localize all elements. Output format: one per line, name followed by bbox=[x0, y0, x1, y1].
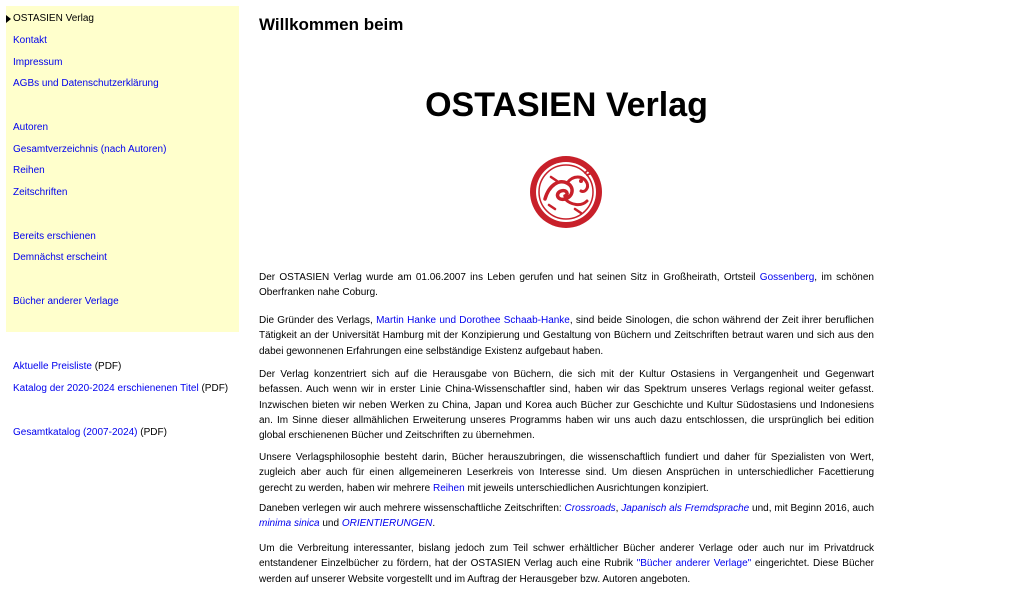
gossenberg-link[interactable]: Gossenberg bbox=[759, 272, 815, 283]
reihen-link[interactable]: Reihen bbox=[432, 482, 465, 494]
crossroads-link[interactable]: Crossroads bbox=[564, 503, 616, 514]
pdf-label: (PDF) bbox=[198, 383, 229, 394]
katalog-link[interactable]: Katalog der 2020-2024 erschienenen Titel bbox=[13, 383, 199, 394]
minima-sinica-link[interactable]: minima sinica bbox=[259, 518, 320, 530]
sidebar-item-impressum[interactable]: Impressum bbox=[13, 57, 63, 68]
welcome-heading: Willkommen beim bbox=[259, 15, 404, 34]
sidebar-item-demnaechst[interactable]: Demnächst erscheint bbox=[13, 252, 107, 263]
japanisch-link[interactable]: Japanisch als Fremdsprache bbox=[621, 503, 750, 514]
preisliste-link[interactable]: Aktuelle Preisliste bbox=[13, 361, 92, 372]
founders-link[interactable]: Martin Hanke und Dorothee Schaab-Hanke bbox=[376, 315, 570, 326]
founders-paragraph: Die Gründer des Verlags, Martin Hanke und Dorothee Schaab-Hanke, sind beide Sinologen, die schon während der Zeit ihrer beruflichen Tätigkeit an der Universität Hamburg mit der Konzipierung und Gestaltung von Büchern und Zeitschriften betraut waren und sich aus den dabei gewonnenen Erfahrungen eine selbständige Existenz aufgebaut haben. bbox=[259, 315, 874, 357]
intro-paragraph: Der OSTASIEN Verlag wurde am 01.06.2007 ins Leben gerufen und hat seinen Sitz in Großheirath, Ortsteil Gossenberg, im schönen Oberfranken nahe Coburg. bbox=[259, 272, 874, 299]
sidebar-item-bereits-erschienen[interactable]: Bereits erschienen bbox=[13, 231, 96, 242]
page-title: OSTASIEN Verlag bbox=[425, 86, 708, 124]
sidebar-item-zeitschriften[interactable]: Zeitschriften bbox=[13, 187, 68, 198]
sidebar-item-autoren[interactable]: Autoren bbox=[13, 122, 49, 133]
caret-right-icon bbox=[6, 15, 11, 23]
sidebar-item-buecher-anderer-verlage[interactable]: Bücher anderer Verlage bbox=[13, 296, 119, 307]
sidebar-item-agbs[interactable]: AGBs und Datenschutzerklärung bbox=[13, 78, 159, 89]
journals-paragraph: Daneben verlegen wir auch mehrere wissenschaftliche Zeitschriften: Crossroads, Japanisch als Fremdsprache und, mit Beginn 2016, auch minima sinica und ORIENTIERUNGEN. bbox=[259, 503, 875, 530]
download-katalog bbox=[13, 382, 228, 395]
other-publishers-paragraph: Um die Verbreitung interessanter, bislang jedoch zum Teil schwer erhältlicher Bücher anderer Verlage oder auch nur im Privatdruck entstandener Einzelbücher zu fördern, hat der OSTASIEN Verlag auch eine Rubrik "Bücher anderer Verlage" eingerichtet. Diese Bücher werden auf unserer Website vorgestellt und im Auftrag der Herausgeber bzw. Autoren angeboten. bbox=[259, 543, 874, 585]
download-gesamtkatalog bbox=[13, 426, 167, 439]
sidebar-item-kontakt[interactable]: Kontakt bbox=[13, 35, 47, 46]
focus-paragraph: Der Verlag konzentriert sich auf die Herausgabe von Büchern, die sich mit der Kultur Ostasiens in Vergangenheit und Gegenwart befassen. Auch wenn wir in erster Linie China-Wissenschaftler sind, haben wir das Spektrum unseres Verlags regional weiter gefasst. Inzwischen bieten wir neben Werken zu China, Japan und Korea auch Bücher zur Geschichte und Kultur Südostasiens und Indonesiens an. Im Sinne dieser allmählichen Erweiterung unseres Programms haben wir uns auch dazu entschlossen, die ursprünglich bei edition global erschienenen Bücher und Zeitschriften zu übernehmen. bbox=[259, 369, 874, 442]
pdf-label: (PDF) bbox=[91, 361, 122, 372]
gesamtkatalog-link[interactable]: Gesamtkatalog (2007-2024) bbox=[13, 427, 138, 438]
download-preisliste bbox=[13, 360, 121, 373]
dragon-seal-logo bbox=[529, 155, 603, 229]
other-publishers-link[interactable]: "Bücher anderer Verlage" bbox=[636, 558, 752, 570]
pdf-label: (PDF) bbox=[137, 427, 167, 438]
philosophy-paragraph: Unsere Verlagsphilosophie besteht darin, Bücher herauszubringen, die wissenschaftlich fundiert und daher für Spezialisten von Wert, zugleich aber auch für einen allgemeineren Leserkreis von Interesse sind. Um diesen Ansprüchen in unterschiedlicher Facettierung gerecht zu werden, haben wir mehrere Reihen mit jeweils unterschiedlichen Ausrichtungen konzipiert. bbox=[259, 452, 874, 494]
sidebar-item-gesamtverzeichnis[interactable]: Gesamtverzeichnis (nach Autoren) bbox=[13, 144, 167, 155]
sidebar-item-reihen[interactable]: Reihen bbox=[13, 165, 45, 176]
sidebar-item-ostasien-verlag[interactable]: OSTASIEN Verlag bbox=[13, 12, 94, 25]
orientierungen-link[interactable]: ORIENTIERUNGEN bbox=[341, 518, 433, 530]
sidebar-nav bbox=[6, 6, 239, 332]
